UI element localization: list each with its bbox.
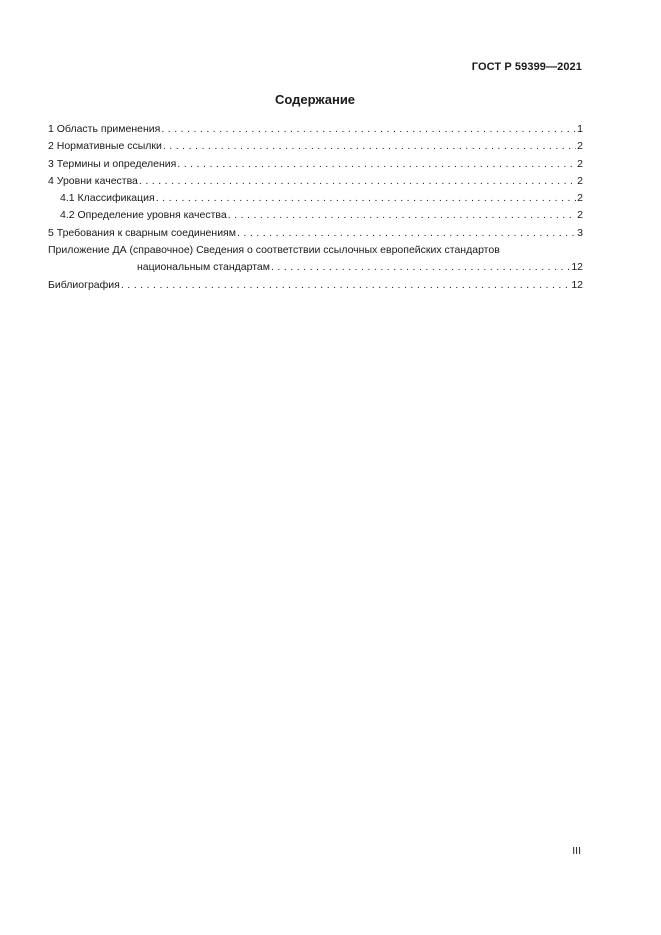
toc-entry-label: 5 Требования к сварным соединениям — [48, 226, 236, 239]
toc-entry-quality-levels[interactable] — [48, 173, 583, 190]
toc-entry-terms[interactable] — [48, 156, 583, 173]
toc-entry-page: 12 — [571, 278, 583, 291]
page-number: III — [572, 845, 581, 857]
dot-leader — [156, 190, 576, 207]
toc-entry-page: 1 — [577, 123, 583, 135]
dot-leader — [161, 121, 576, 138]
toc-entry-scope[interactable] — [48, 121, 583, 138]
dot-leader — [237, 225, 576, 242]
toc-entry-page: 3 — [577, 226, 583, 239]
toc-entry-label: 4 Уровни качества — [48, 174, 138, 187]
toc-entry-page: 2 — [577, 174, 583, 187]
toc-entry-label: Библиография — [48, 278, 120, 291]
toc-entry-appendix-da[interactable] — [48, 242, 583, 259]
toc-entry-label: 3 Термины и определения — [48, 157, 177, 170]
toc-entry-page: 2 — [577, 209, 583, 222]
document-code-header: ГОСТ Р 59399—2021 — [471, 61, 582, 73]
dot-leader — [139, 173, 576, 190]
toc-entry-appendix-da-continued[interactable] — [48, 259, 583, 276]
toc-entry-label: 2 Нормативные ссылки — [48, 140, 162, 153]
toc-entry-label: 4.1 Классификация — [60, 192, 155, 205]
toc-entry-classification[interactable] — [48, 190, 583, 207]
toc-entry-label: национальным стандартам — [137, 261, 270, 274]
dot-leader — [121, 277, 570, 294]
toc-entry-page: 12 — [571, 261, 583, 274]
table-of-contents — [48, 121, 583, 294]
dot-leader — [228, 207, 576, 224]
toc-entry-page: 2 — [577, 192, 583, 205]
dot-leader — [163, 138, 576, 155]
toc-entry-quality-level-definition[interactable] — [48, 207, 583, 224]
toc-entry-weld-requirements[interactable] — [48, 225, 583, 242]
toc-title: Содержание — [274, 92, 356, 107]
toc-entry-label: 4.2 Определение уровня качества — [60, 209, 227, 222]
dot-leader — [177, 156, 576, 173]
toc-entry-label: Приложение ДА (справочное) Сведения о соответствии ссылочных европейских стандартов — [48, 244, 500, 257]
toc-entry-normative-references[interactable] — [48, 138, 583, 155]
dot-leader — [271, 259, 570, 276]
toc-entry-bibliography[interactable] — [48, 277, 583, 294]
toc-entry-page: 2 — [577, 157, 583, 170]
toc-entry-page: 2 — [577, 140, 583, 153]
toc-entry-label: 1 Область применения — [48, 123, 161, 135]
